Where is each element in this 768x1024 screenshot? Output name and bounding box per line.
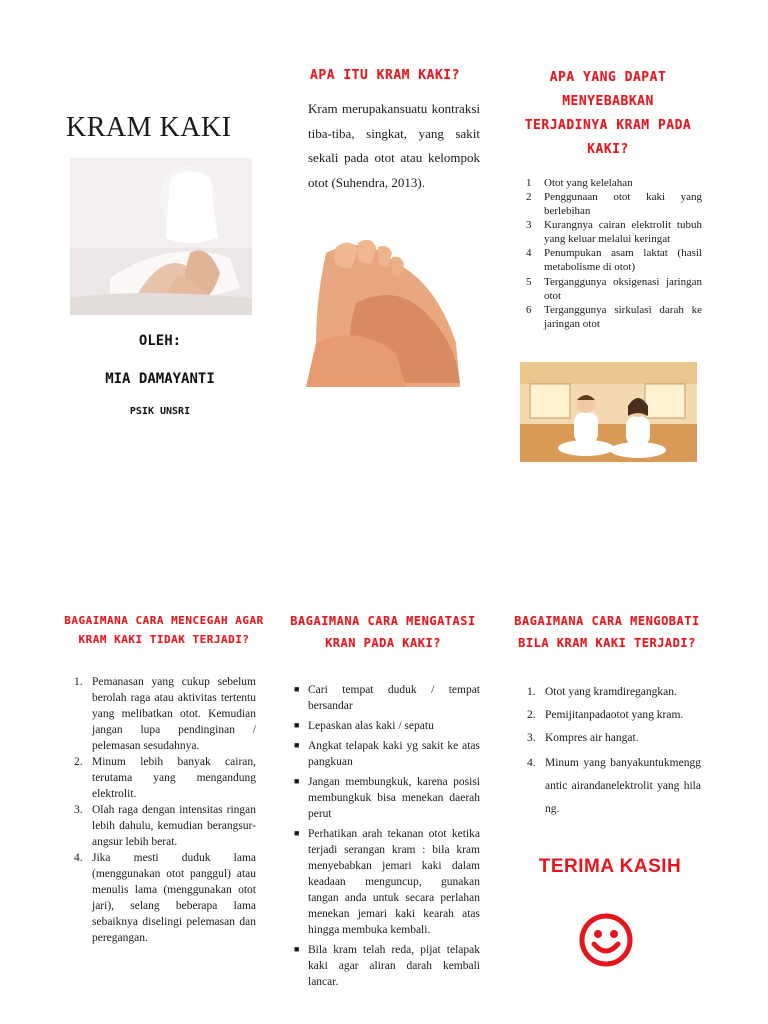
closing-text: TERIMA KASIH [538, 856, 682, 877]
yoga-meditation-photo [520, 362, 697, 462]
treat-list [527, 684, 701, 821]
causes-item: 3 Kurangnya cairan elektrolit tubuh yang keluar melalui keringat [526, 219, 702, 246]
causes-item: 2 Penggunaan otot kaki yang berlebihan [526, 191, 702, 218]
bullet-icon: ■ [294, 775, 300, 786]
what-text: Kram merupakansuatu kontraksi tiba-tiba, singkat, yang sakit sekali pada otot atau kelompok otot (Suhendra, 2013). [308, 101, 480, 191]
handle-item: ■ Lepaskan alas kaki / sepatu [294, 719, 434, 732]
causes-heading: APA YANG DAPAT MENYEBABKAN TERJADINYA KRAM PADA KAKI? [524, 70, 692, 158]
causes-item: 1 Otot yang kelelahan [526, 177, 633, 189]
bullet-icon: ■ [294, 739, 300, 750]
handle-item: ■ Bila kram telah reda, pijat telapak kaki agar aliran darah kembali lancar. [294, 943, 480, 988]
causes-list [526, 176, 702, 331]
prevent-item: 1. Pemanasan yang cukup sebelum berolah raga atau aktivitas tertentu yang melibatkan otot. Kemudian jangan lupa pendinginan / pelemasan sesudahnya. [74, 676, 256, 752]
leg-massage-photo [70, 158, 252, 315]
bullet-icon: ■ [294, 684, 300, 694]
author-by-label: OLEH: [138, 333, 182, 349]
author-institution: PSIK UNSRI [129, 406, 191, 417]
prevent-list [74, 675, 256, 947]
handle-item: ■ Jangan membungkuk, karena posisi membungkuk bisa menekan daerah perut [294, 775, 480, 820]
prevent-item: 2. Minum lebih banyak cairan, terutama yang mengandung elektrolit. [74, 755, 256, 800]
prevent-item: 3. Olah raga dengan intensitas ringan lebih dahulu, kemudian berangsur-angsur lebih berat. [74, 803, 256, 848]
handle-list [294, 683, 480, 991]
treat-item: 1. Otot yang kramdiregangkan. [527, 686, 677, 698]
bullet-icon: ■ [294, 719, 300, 730]
prevent-item: 4. Jika mesti duduk lama (menggunakan otot panggul) atau menulis lama (menggunakan otot jari), selang beberapa lama sebaiknya diselingi pelemasan dan peregangan. [74, 851, 256, 944]
treat-item: 3. Kompres air hangat. [527, 731, 639, 744]
brochure-title: KRAM KAKI [66, 112, 232, 143]
treat-heading: BAGAIMANA CARA MENGOBATI BILA KRAM KAKI TERJADI? [514, 614, 700, 651]
causes-item: 6 Terganggunya sirkulasi darah ke jaringan otot [526, 303, 702, 330]
smiley-icon [578, 912, 634, 968]
bullet-icon: ■ [294, 943, 300, 954]
handle-item: ■ Angkat telapak kaki yg sakit ke atas pangkuan [294, 739, 480, 768]
prevent-heading: BAGAIMANA CARA MENCEGAH AGAR KRAM KAKI TIDAK TERJADI? [64, 614, 264, 646]
handle-item: ■ Perhatikan arah tekanan otot ketika terjadi serangan kram : bila kram menyebabkan jemari kaki dalam keadaan menguncup, gunakan tangan anda untuk secara perlahan menekan jemari kaki kearah atas hingga membuka kembali. [294, 827, 480, 936]
treat-item: 4. Minum yang banyakuntukmenggantic airandanelektrolit yang hilang. [527, 757, 701, 816]
handle-item: ■ Cari tempat duduk / tempat bersandar [294, 684, 480, 712]
what-heading: APA ITU KRAM KAKI? [310, 68, 460, 83]
treat-item: 2. Pemijitanpadaotot yang kram. [527, 708, 684, 721]
bullet-icon: ■ [294, 827, 300, 838]
causes-item: 4 Penumpukan asam laktat (hasil metabolisme di otot) [526, 247, 702, 274]
foot-massage-photo [296, 233, 460, 387]
author-name: MIA DAMAYANTI [105, 371, 215, 387]
causes-item: 5 Terganggunya oksigenasi jaringan otot [526, 275, 702, 302]
handle-heading: BAGAIMANA CARA MENGATASI KRAN PADA KAKI? [290, 614, 476, 651]
